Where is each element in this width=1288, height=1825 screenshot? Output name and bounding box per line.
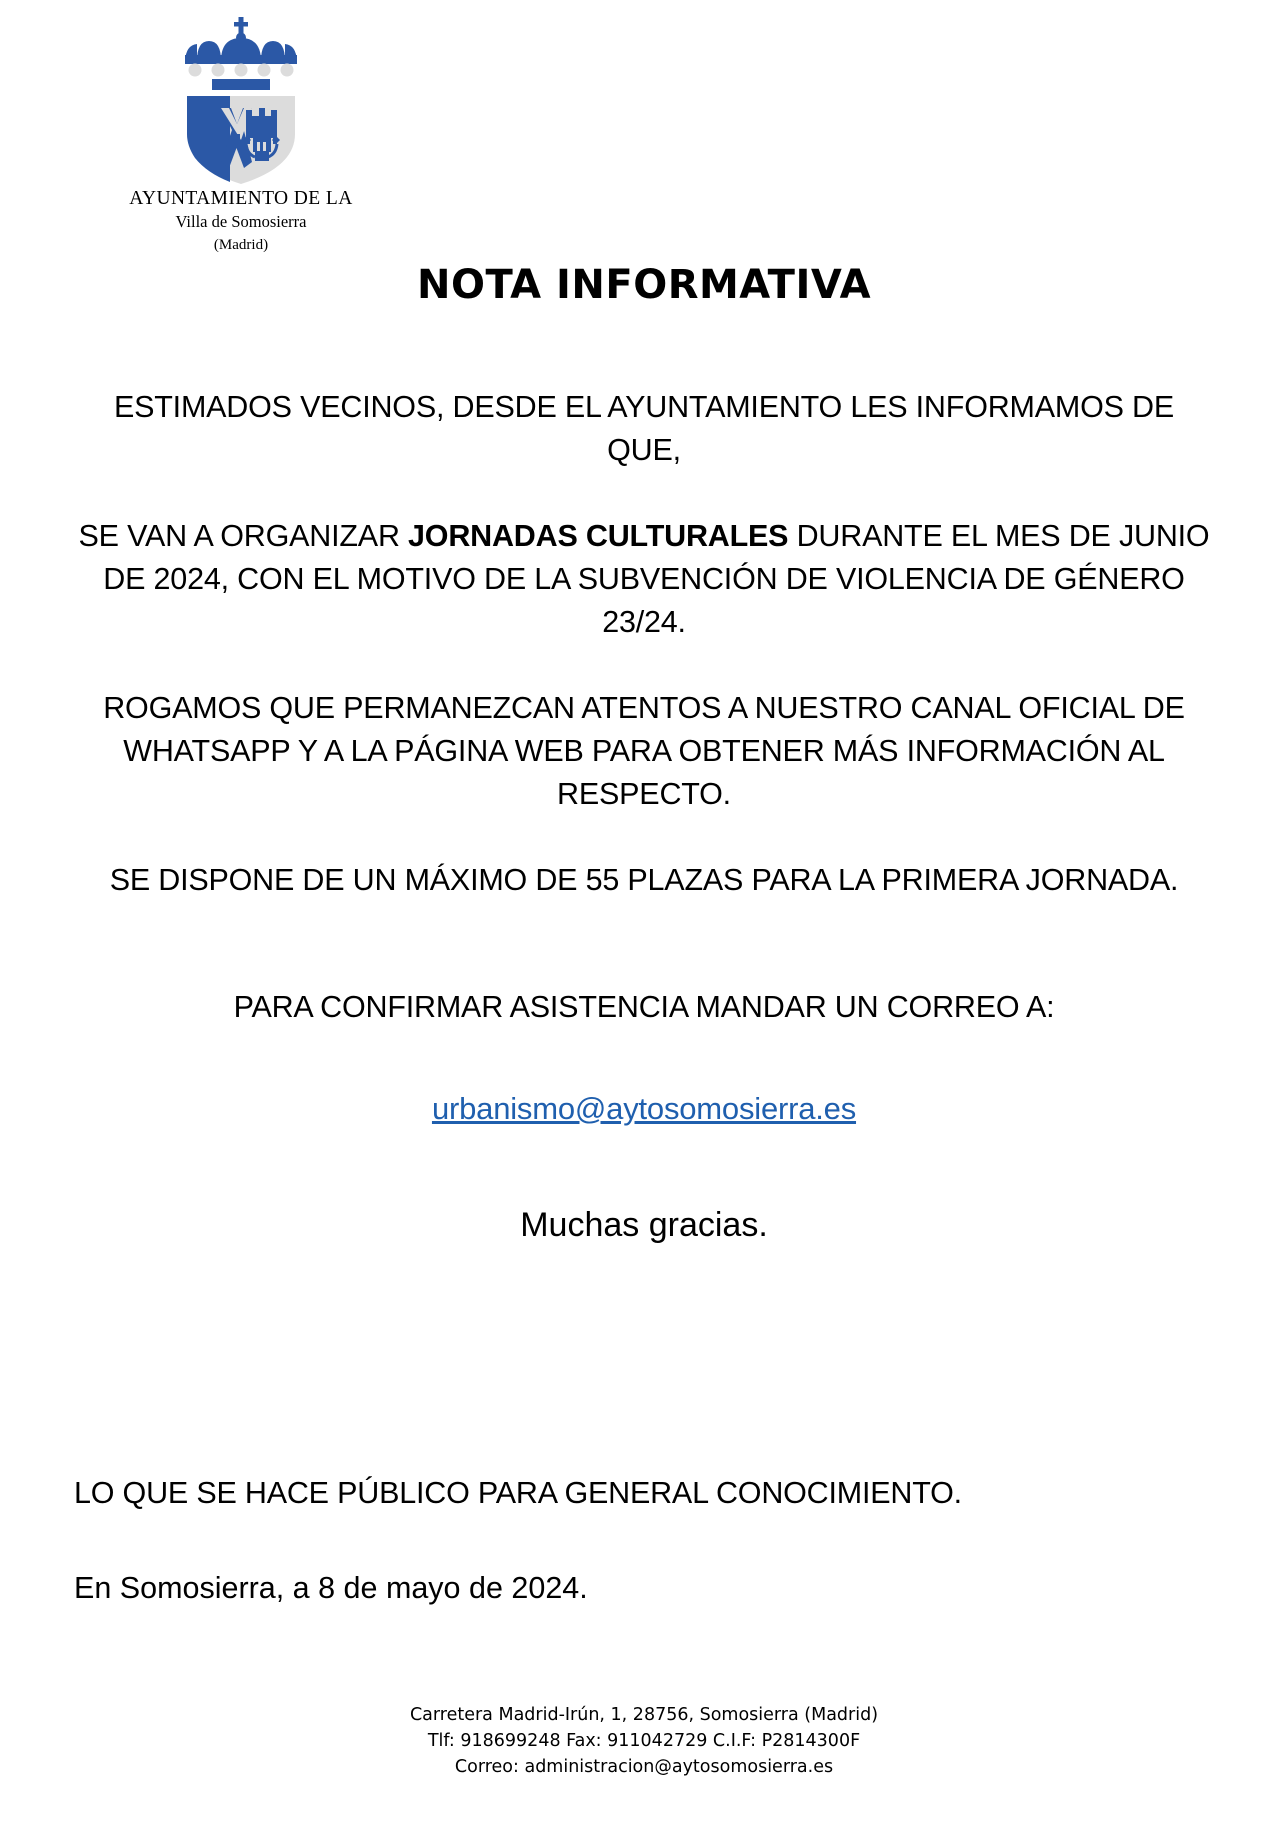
document-body <box>74 386 1214 1281</box>
org-name-line2: Villa de Somosierra <box>175 211 307 231</box>
public-notice-text: LO QUE SE HACE PÚBLICO PARA GENERAL CONOCIMIENTO. <box>74 1476 962 1510</box>
footer-email: Correo: administracion@aytosomosierra.es <box>454 1757 834 1777</box>
email-link-row <box>74 1087 1214 1131</box>
page-title: NOTA INFORMATIVA <box>416 262 872 308</box>
jornadas-culturales-emphasis: JORNADAS CULTURALES <box>408 519 789 553</box>
page-footer <box>0 1702 1288 1780</box>
footer-address: Carretera Madrid-Irún, 1, 28756, Somosierra (Madrid) <box>409 1705 879 1725</box>
paragraph-jornadas <box>74 515 1214 644</box>
org-name-line1: AYUNTAMIENTO DE LA <box>129 188 353 209</box>
org-name-line3: (Madrid) <box>213 236 269 253</box>
letterhead <box>96 12 386 256</box>
footer-contact: Tlf: 918699248 Fax: 911042729 C.I.F: P2814300F <box>427 1731 861 1751</box>
thanks-text: Muchas gracias. <box>520 1206 768 1244</box>
urbanismo-email-link[interactable]: urbanismo@aytosomosierra.es <box>431 1091 857 1126</box>
place-date-text: En Somosierra, a 8 de mayo de 2024. <box>74 1571 588 1605</box>
paragraph-jornadas-before: SE VAN A ORGANIZAR <box>78 519 409 553</box>
paragraph-confirmacion: PARA CONFIRMAR ASISTENCIA MANDAR UN CORREO A: <box>233 990 1055 1024</box>
paragraph-jornadas-after: DURANTE EL MES DE JUNIO DE 2024, CON EL MOTIVO DE LA SUBVENCIÓN DE VIOLENCIA DE GÉNERO 23/24. <box>103 519 1210 639</box>
somosierra-coat-of-arms-icon <box>151 12 331 187</box>
paragraph-plazas: SE DISPONE DE UN MÁXIMO DE 55 PLAZAS PARA LA PRIMERA JORNADA. <box>109 863 1179 897</box>
paragraph-greeting: ESTIMADOS VECINOS, DESDE EL AYUNTAMIENTO LES INFORMAMOS DE QUE, <box>113 390 1175 467</box>
closing-block <box>74 1472 1214 1610</box>
paragraph-canales: ROGAMOS QUE PERMANEZCAN ATENTOS A NUESTRO CANAL OFICIAL DE WHATSAPP Y A LA PÁGINA WEB PARA OBTENER MÁS INFORMACIÓN AL RESPECTO. <box>103 691 1185 811</box>
